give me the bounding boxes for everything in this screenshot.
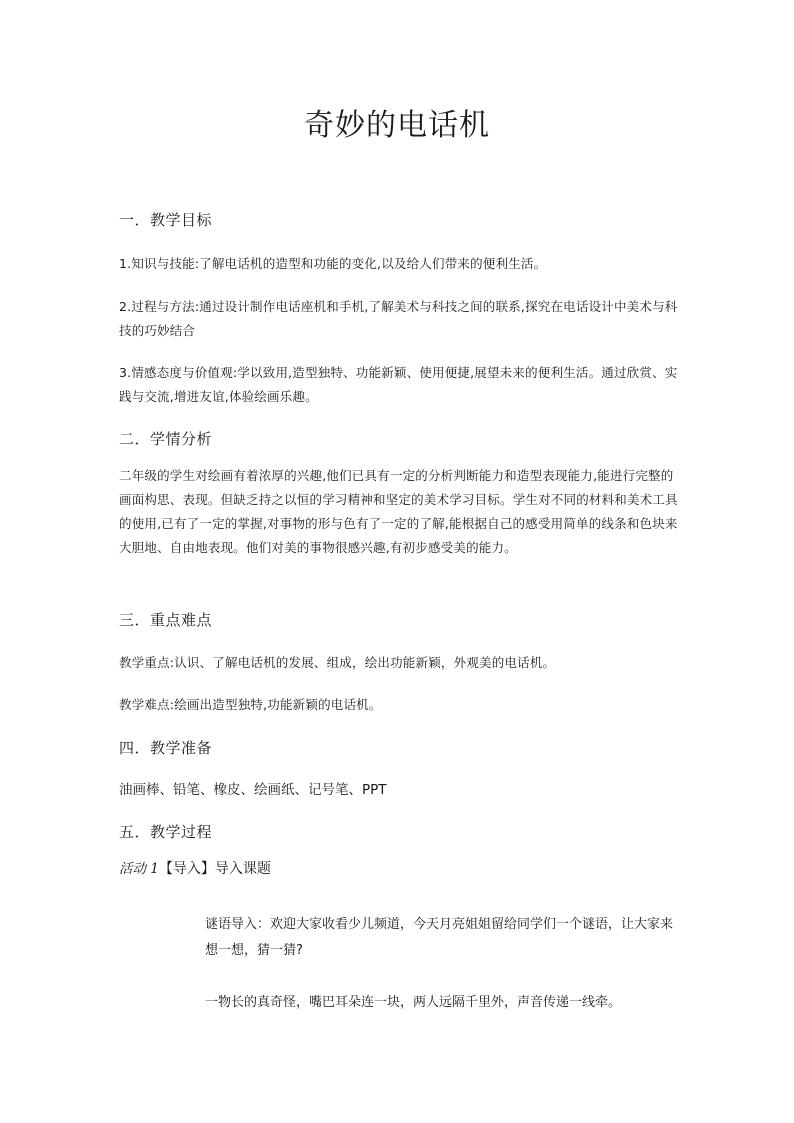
section-heading-analysis: 二．学情分析 [119,430,213,448]
section-heading-preparation: 四．教学准备 [119,739,213,757]
activity-label: 【导入】导入课题 [158,861,271,877]
activity-1-line [119,858,679,880]
difficulty-text: 教学难点:绘画出造型独特,功能新颖的电话机。 [119,697,382,712]
riddle-intro: 谜语导入：欢迎大家收看少儿频道，今天月亮姐姐留给同学们一个谜语，让大家来想一想，猜一猜? [205,917,674,958]
section-heading-process: 五．教学过程 [119,823,213,841]
objective-item-2: 2.过程与方法:通过设计制作电话座机和手机,了解美术与科技之间的联系,探究在电话设计中美术与科技的巧妙结合 [119,299,678,338]
document-title: 奇妙的电话机 [304,108,490,143]
key-point-text: 教学重点:认识、了解电话机的发展、组成，绘出功能新颖，外观美的电话机。 [119,655,556,670]
section-heading-key-points: 三．重点难点 [119,611,213,629]
section-heading-objectives: 一．教学目标 [119,211,213,229]
riddle-text: 一物长的真奇怪，嘴巴耳朵连一块，两人远隔千里外，声音传递一线牵。 [205,995,622,1010]
analysis-paragraph: 二年级的学生对绘画有着浓厚的兴趣,他们已具有一定的分析判断能力和造型表现能力,能进行完整的画面构思、表现。但缺乏持之以恒的学习精神和坚定的美术学习目标。学生对不同的材料和美术工具的使用,已有了一定的掌握,对事物的形与色有了一定的了解,能根据自己的感受用简单的线条和色块来大胆地、自由地表现。他们对美的事物很感兴趣,有初步感受美的能力。 [119,468,678,555]
objective-item-3: 3.情感态度与价值观:学以致用,造型独特、功能新颖、使用便捷,展望未来的便利生活。通过欣赏、实践与交流,增进友谊,体验绘画乐趣。 [119,365,678,404]
preparation-materials: 油画棒、铅笔、橡皮、绘画纸、记号笔、PPT [119,782,387,798]
objective-item-1: 1.知识与技能:了解电话机的造型和功能的变化,以及给人们带来的便利生活。 [119,256,547,271]
activity-number: 活动 1 [119,861,159,877]
